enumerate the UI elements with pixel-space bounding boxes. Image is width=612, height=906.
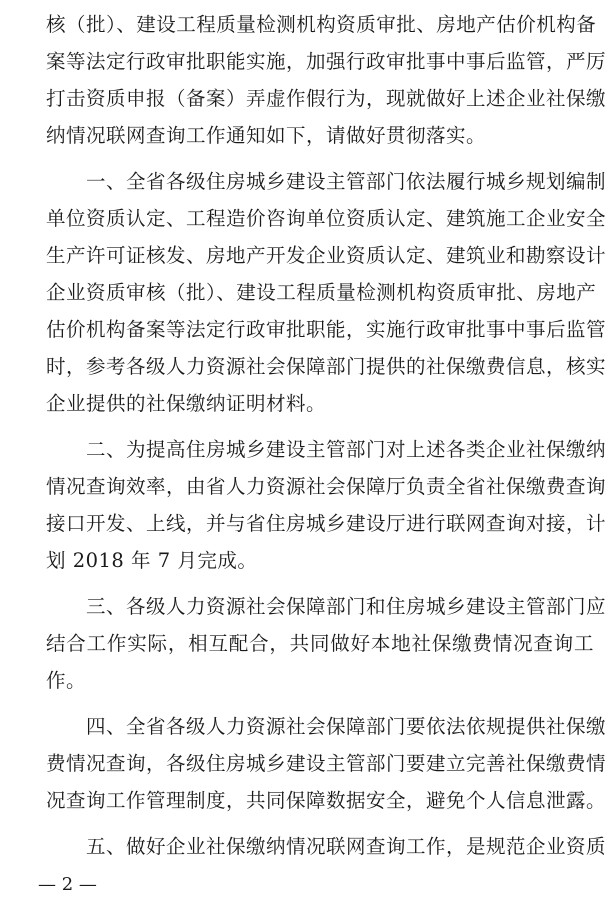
text-line: 生产许可证核发、房地产开发企业资质认定、建筑业和勘察设计 <box>46 244 607 267</box>
document-body <box>46 6 607 865</box>
text-line: 估价机构备案等法定行政审批职能，实施行政审批事中事后监管 <box>46 318 607 341</box>
text-line: 五、做好企业社保缴纳情况联网查询工作，是规范企业资质 <box>46 835 607 858</box>
text-line: 核（批）、建设工程质量检测机构资质审批、房地产估价机构备 <box>46 13 597 36</box>
text-line: 二、为提高住房城乡建设主管部门对上述各类企业社保缴纳 <box>46 438 607 461</box>
text-line: 划 2018 年 7 月完成。 <box>46 549 258 572</box>
paragraph <box>46 708 607 819</box>
text-line: 单位资质认定、工程造价咨询单位资质认定、建筑施工企业安全 <box>46 207 607 230</box>
text-line: 作。 <box>46 669 87 692</box>
paragraph <box>46 588 607 699</box>
text-line: 四、全省各级人力资源社会保障部门要依法依规提供社保缴 <box>46 715 607 738</box>
text-line: 况查询工作管理制度，共同保障数据安全，避免个人信息泄露。 <box>46 789 607 812</box>
page-number: — 2 — <box>38 874 97 895</box>
paragraph <box>46 431 607 579</box>
text-line: 费情况查询，各级住房城乡建设主管部门要建立完善社保缴费情 <box>46 752 607 775</box>
text-line: 结合工作实际，相互配合，共同做好本地社保缴费情况查询工 <box>46 632 594 655</box>
paragraph <box>46 828 607 865</box>
paragraph <box>46 163 607 422</box>
paragraph <box>46 6 607 154</box>
text-line: 纳情况联网查询工作通知如下，请做好贯彻落实。 <box>46 124 487 147</box>
text-line: 情况查询效率，由省人力资源社会保障厅负责全省社保缴费查询 <box>46 475 607 498</box>
text-line: 企业提供的社保缴纳证明材料。 <box>46 392 327 415</box>
text-line: 案等法定行政审批职能实施，加强行政审批事中事后监管，严厉 <box>46 50 607 73</box>
text-line: 一、全省各级住房城乡建设主管部门依法履行城乡规划编制 <box>46 170 607 193</box>
text-line: 企业资质审核（批）、建设工程质量检测机构资质审批、房地产 <box>46 281 597 304</box>
text-line: 接口开发、上线，并与省住房城乡建设厅进行联网查询对接，计 <box>46 512 607 535</box>
text-line: 时，参考各级人力资源社会保障部门提供的社保缴费信息，核实 <box>46 355 607 378</box>
text-line: 三、各级人力资源社会保障部门和住房城乡建设主管部门应 <box>46 595 607 618</box>
text-line: 打击资质申报（备案）弄虚作假行为，现就做好上述企业社保缴 <box>46 87 607 110</box>
